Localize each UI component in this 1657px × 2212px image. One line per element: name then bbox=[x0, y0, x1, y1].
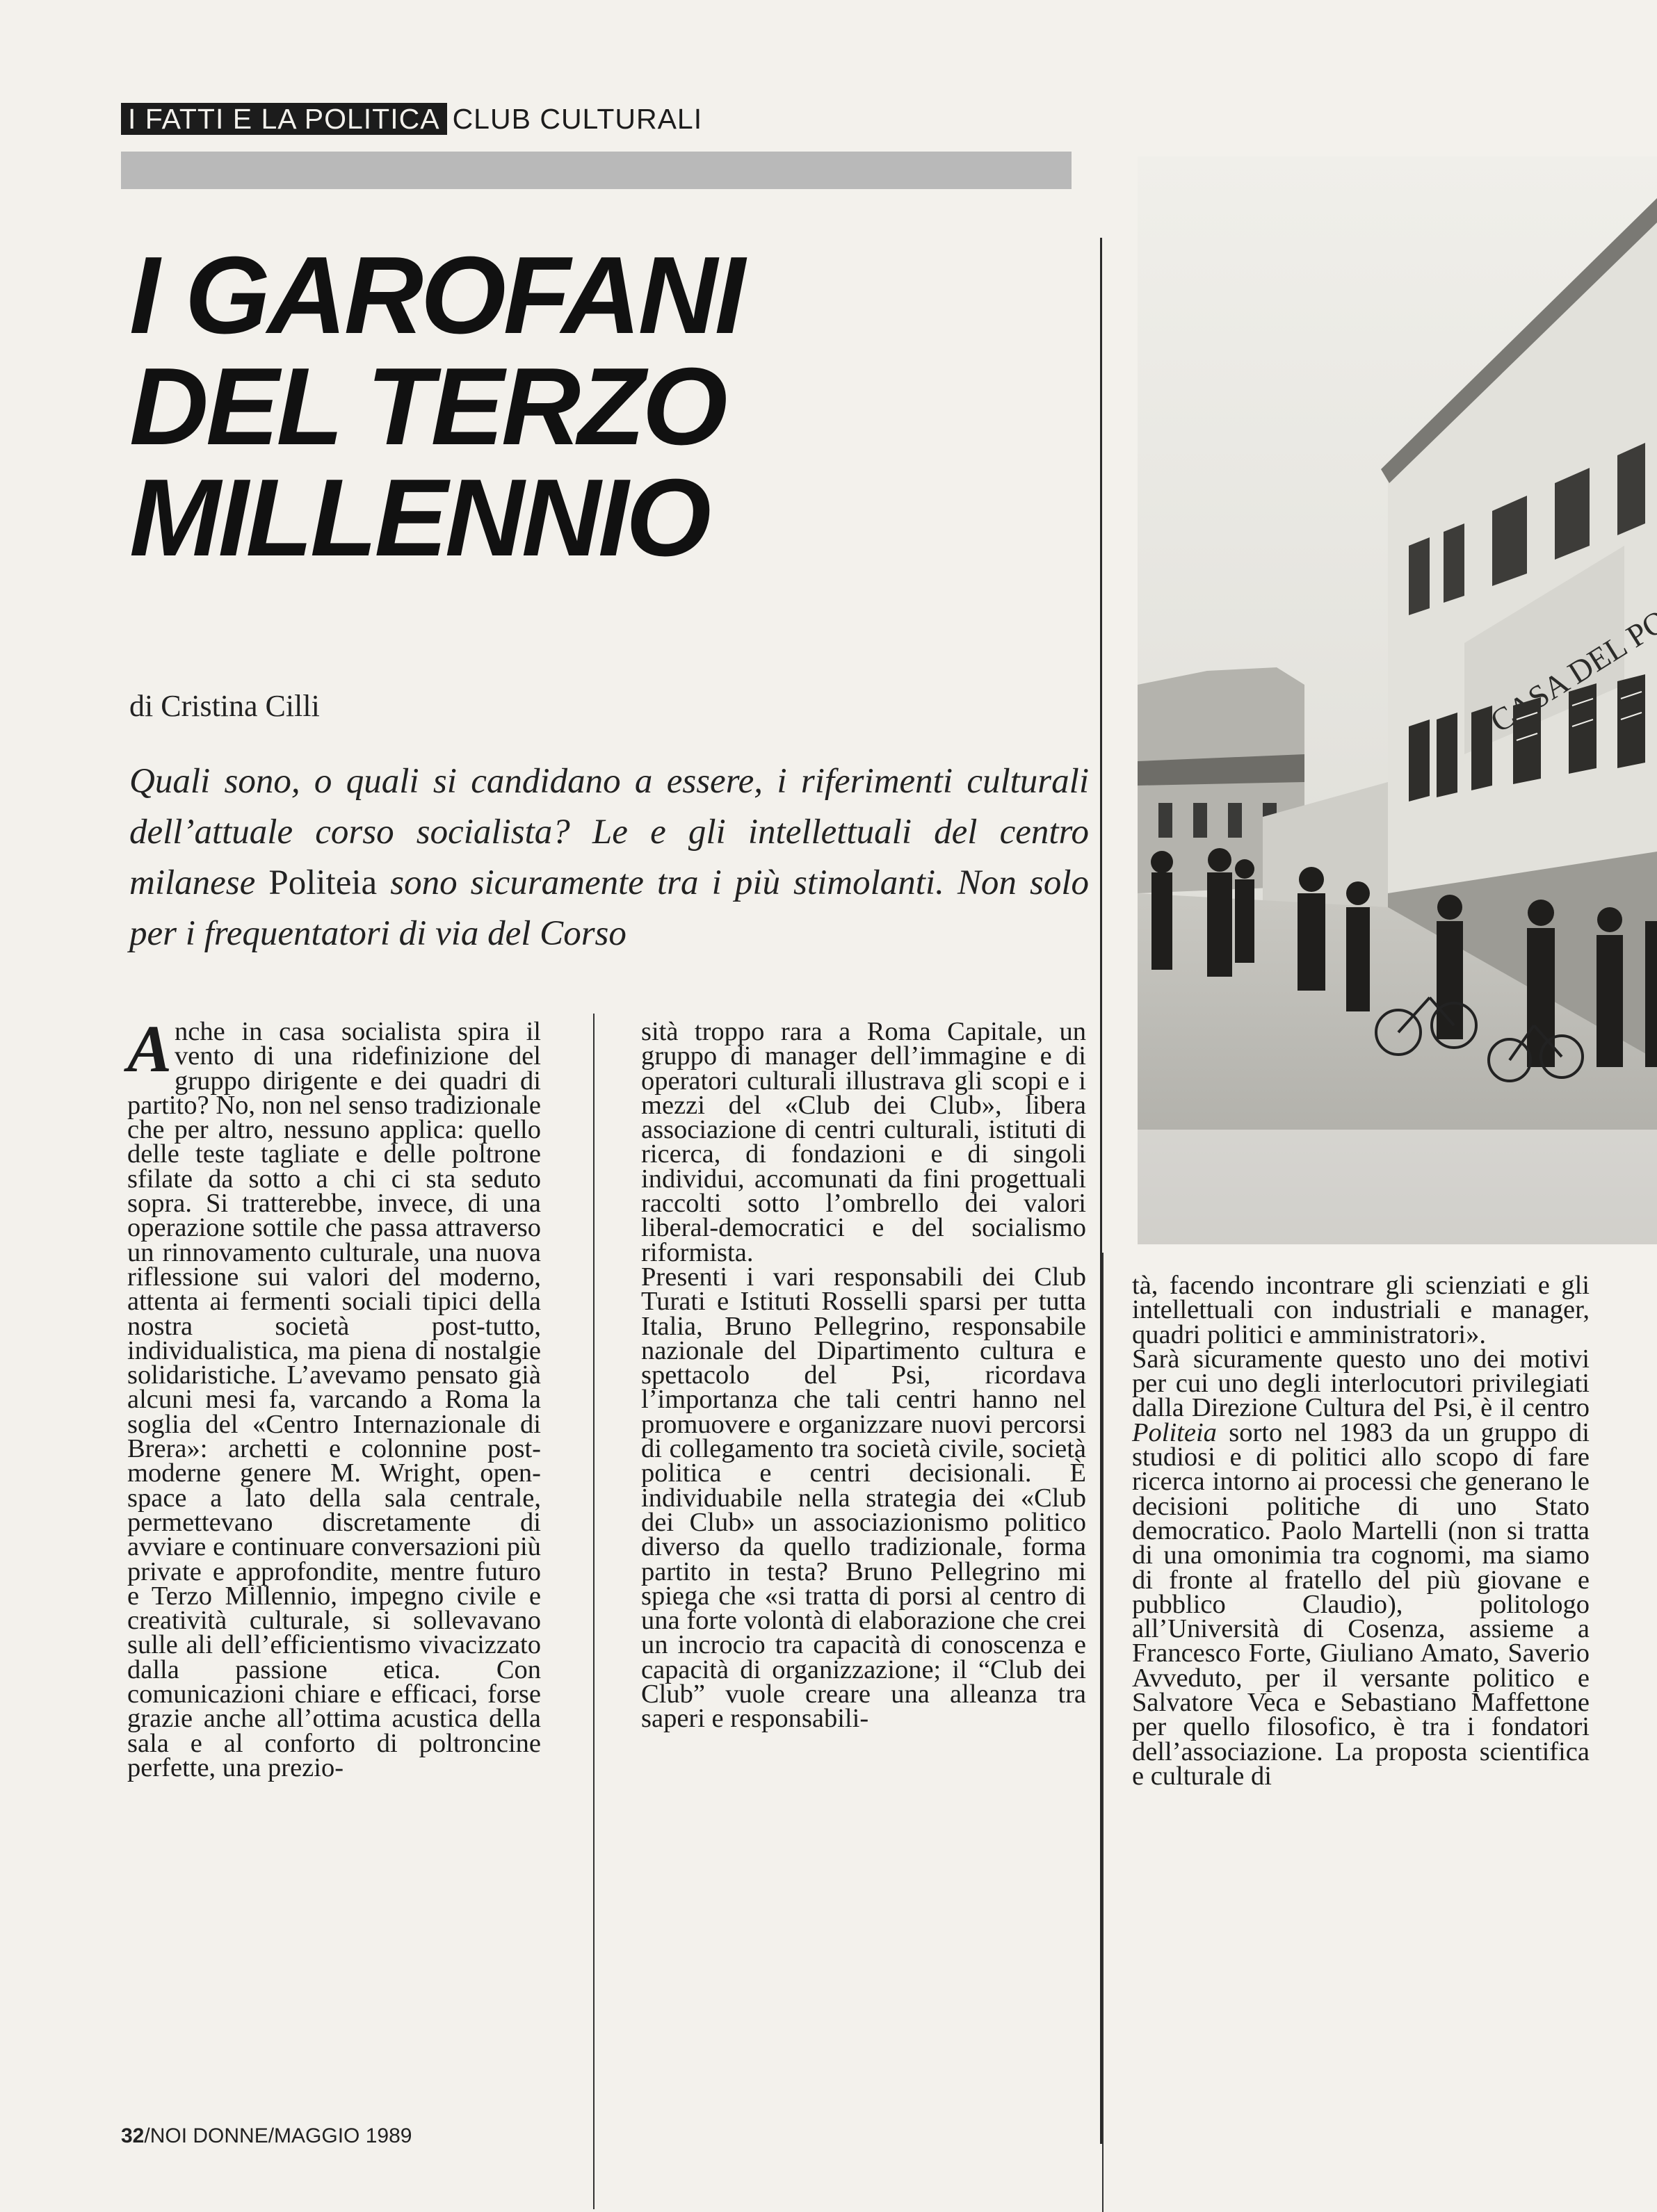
drop-cap: A bbox=[127, 1011, 172, 1086]
article-column-1 bbox=[127, 1011, 541, 1782]
lead-text-1: Quali sono, o quali si candidano a essere, i riferimenti culturali dell’attuale corso socialista? Le e gli intellettuali del centro milanese bbox=[129, 762, 1089, 902]
column-rule bbox=[1102, 1253, 1104, 2212]
lead-paragraph bbox=[129, 756, 1089, 959]
headline-line-2: DEL TERZO bbox=[129, 345, 725, 468]
paragraph-text: sorto nel 1983 da un gruppo di studiosi e di politici allo scopo di fare ricerca intorno ai processi che generano le decisioni politiche di uno Stato democratico. Paolo Martelli (non si tratta di una omonimia tra cognomi, ma siamo di fronte al fratello del più giovane e pubblico Claudio), politologo all’Università di Cosenza, assieme a Francesco Forte, Giuliano Amato, Saverio Avveduto, per il versante politico e Salvatore Veca e Sebastiano Maffettone per quello filosofico, è tra i fondatori dell’associazione. La proposta scientifica e culturale di bbox=[1132, 1417, 1590, 1791]
paragraph bbox=[127, 1011, 541, 1782]
publication-info: /NOI DONNE/MAGGIO 1989 bbox=[144, 2124, 412, 2147]
headline-line-1: I GAROFANI bbox=[129, 234, 743, 357]
byline: di Cristina Cilli bbox=[129, 689, 320, 723]
paragraph-text: nche in casa socialista spira il vento di una ridefinizione del gruppo dirigente e dei quadri di partito? No, non nel senso tradizionale che per altro, nessuno applica: quello delle teste tagliate e delle poltrone sfilate da sotto a chi ci sta seduto sopra. Si tratterebbe, invece, di una operazione sottile che passa attraverso un rinnovamento culturale, una nuova riflessione sui valori del moderno, attenta ai fermenti sociali tipici della nostra società post-tutto, individualistica, ma piena di nostalgie solidaristiche. L’avevamo pensato già alcuni mesi fa, varcando a Roma la soglia del «Centro Internazionale di Brera»: archetti e colonnine post-moderne genere M. Wright, open-space a lato della sala centrale, permettevano discretamente di avviare e continuare conversazioni più private e approfondite, mentre futuro e Terzo Millennio, impegno civile e creatività culturale, si sollevavano sulle ali dell’efficientismo vivacizzato dalla passione etica. Con comunicazioni chiare e efficaci, forse grazie anche all’ottima acustica della sala e al conforto di poltroncine perfette, una prezio- bbox=[127, 1017, 541, 1782]
section-label-secondary: CLUB CULTURALI bbox=[452, 103, 703, 135]
building-sign: DEL bbox=[1561, 628, 1633, 691]
section-header bbox=[121, 103, 702, 135]
article-headline bbox=[129, 234, 1089, 579]
article-column-2 bbox=[641, 1017, 1086, 1734]
paragraph: tà, facendo incontrare gli scienziati e gli intellettuali con industriali e manager, quadri politici e amministratori». bbox=[1132, 1271, 1590, 1349]
lead-emphasis: Politeia bbox=[268, 863, 378, 902]
page-number: 32 bbox=[121, 2124, 145, 2147]
paragraph-text: Sarà sicuramente questo uno dei motivi per cui uno degli interlocutori privilegiati dalla Direzione Cultura del Psi, è il centro bbox=[1132, 1344, 1590, 1423]
paragraph: sità troppo rara a Roma Capitale, un gruppo di manager dell’immagine e di operatori culturali illustrava gli scopi e i mezzi del «Club dei Club», libera associazione di centri culturali, istituti di ricerca, di fondazioni e di singoli individui, accomunati da fini progettuali raccolti sotto l’ombrello dei valori liberal-democratici e del socialismo riformista. bbox=[641, 1017, 1086, 1267]
page-footer bbox=[121, 2124, 412, 2148]
column-rule bbox=[593, 1014, 595, 2209]
emphasis-politeia: Politeia bbox=[1132, 1417, 1217, 1447]
photo-casa-del-popolo bbox=[1138, 156, 1657, 1244]
lead-text-2: sono sicuramente tra i più stimolanti. Non solo per i frequentatori di via del Corso bbox=[129, 863, 1089, 953]
section-label-primary: I FATTI E LA POLITICA bbox=[121, 103, 447, 135]
paragraph bbox=[1132, 1344, 1590, 1791]
headline-line-3: MILLENNIO bbox=[129, 457, 709, 579]
article-column-3 bbox=[1132, 1271, 1590, 1791]
decorative-grey-bar bbox=[121, 152, 1072, 189]
paragraph: Presenti i vari responsabili dei Club Turati e Istituti Rosselli sparsi per tutta Italia, Bruno Pellegrino, responsabile nazionale del Dipartimento cultura e spettacolo del Psi, ricordava l’importanza che tali centri hanno nel promuovere e organizzare nuovi percorsi di collegamento tra società civile, società politica e centri decisionali. È individuabile nella strategia dei «Club dei Club» un associazionismo politico diverso da quello tradizionale, forma partito in testa? Bruno Pellegrino mi spiega che «si tratta di porsi al centro di una forte volontà di elaborazione che crei un incrocio tra capacità di conoscenza e capacità di organizzazione; il “Club dei Club” vuole creare una alleanza tra saperi e responsabili- bbox=[641, 1262, 1086, 1734]
